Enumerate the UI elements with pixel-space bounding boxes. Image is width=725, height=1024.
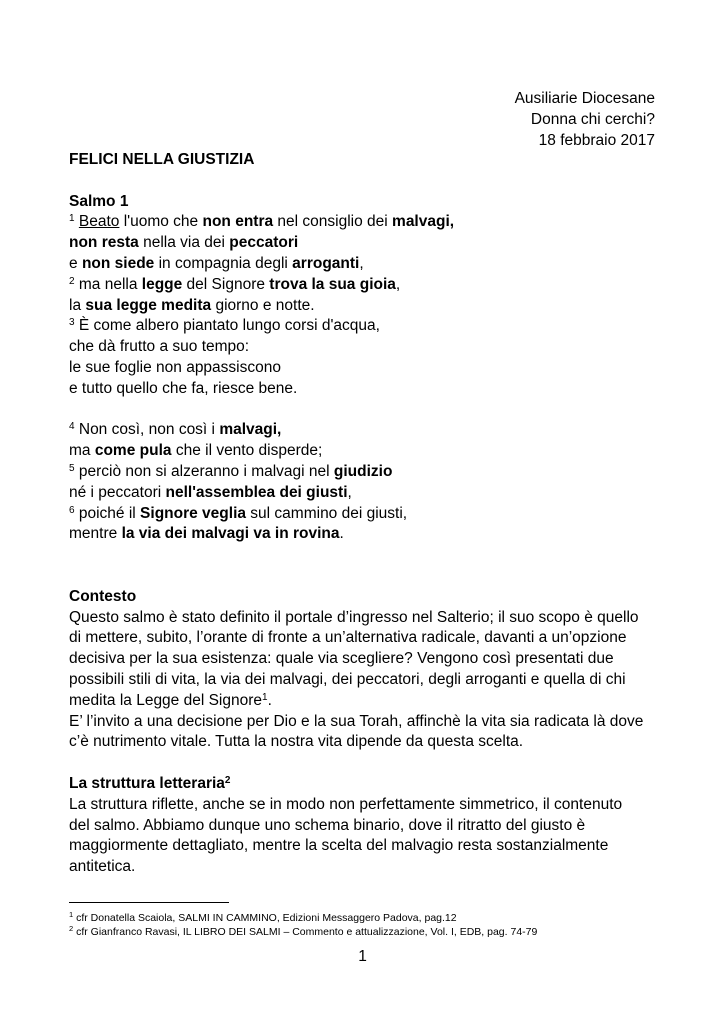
- psalm-line: la sua legge medita giorno e notte.: [69, 296, 315, 314]
- paragraph-line: maggiormente dettagliato, mentre la scelta del malvagio resta sostanzialmente: [69, 837, 609, 855]
- paragraph-line: di mettere, subito, l’orante di fronte a un’alternativa radicale, davanti a un’opzione: [69, 629, 627, 647]
- psalm-line: le sue foglie non appassiscono: [69, 358, 281, 376]
- psalm-line: e tutto quello che fa, riesce bene.: [69, 379, 298, 397]
- psalm-line: $^5$ perciò non si alzeranno i malvagi nel giudizio: [69, 462, 393, 480]
- paragraph-line: possibili stili di vita, la via dei malvagi, dei peccatori, degli arroganti e quella di chi: [69, 670, 626, 688]
- psalm-line: $^3$ È come albero piantato lungo corsi d'acqua,: [69, 317, 380, 335]
- psalm-line: ma come pula che il vento disperde;: [69, 442, 323, 460]
- page-number: 1: [358, 948, 367, 965]
- footnote-divider: [69, 902, 229, 903]
- footnote-ref[interactable]: 2: [224, 774, 231, 786]
- document-title: FELICI NELLA GIUSTIZIA: [69, 151, 255, 168]
- psalm-line: mentre la via dei malvagi va in rovina.: [69, 525, 344, 543]
- header-block: [515, 88, 655, 151]
- psalm-heading: Salmo 1: [69, 192, 129, 210]
- footnotes: [69, 902, 659, 939]
- psalm-line: non resta nella via dei peccatori: [69, 234, 299, 252]
- paragraph-line: decisiva per la sua esistenza: quale via scegliere? Vengono così presentati due: [69, 650, 614, 668]
- psalm-line: e non siede in compagnia degli arroganti,: [69, 254, 364, 272]
- paragraph-line: Questo salmo è stato definito il portale d’ingresso nel Salterio; il suo scopo è quello: [69, 608, 639, 626]
- footnote-ref[interactable]: 1: [262, 691, 268, 703]
- main-content: [69, 150, 659, 878]
- paragraph-line: del salmo. Abbiamo dunque uno schema binario, dove il ritratto del giusto è: [69, 816, 586, 834]
- psalm-line: $^2$ ma nella legge del Signore trova la sua gioia,: [69, 275, 401, 293]
- header-organization: Ausiliarie Diocesane: [514, 90, 655, 107]
- footnote: $^1$ cfr Donatella Scaiola, SALMI IN CAMMINO, Edizioni Messaggero Padova, pag.12: [69, 910, 457, 924]
- psalm-line: $^6$ poiché il Signore veglia sul cammino dei giusti,: [69, 504, 408, 522]
- paragraph-line: E’ l’invito a una decisione per Dio e la sua Torah, affinchè la vita sia radicata là dove: [69, 712, 644, 730]
- header-subtitle: Donna chi cerchi?: [530, 111, 655, 128]
- paragraph-line: antitetica.: [69, 858, 136, 876]
- psalm-line: $^4$ Non così, non così i malvagi,: [69, 421, 282, 439]
- psalm-line: né i peccatori nell'assemblea dei giusti,: [69, 483, 352, 501]
- paragraph-line: medita la Legge del Signore$^1$.: [69, 691, 272, 709]
- header-date: 18 febbraio 2017: [538, 132, 655, 149]
- section-heading-contesto: Contesto: [69, 587, 137, 605]
- paragraph-line: La struttura riflette, anche se in modo non perfettamente simmetrico, il contenuto: [69, 795, 623, 813]
- footnote: $^2$ cfr Gianfranco Ravasi, IL LIBRO DEI SALMI – Commento e attualizzazione, Vol. I, EDB, pag. 74-79: [69, 924, 538, 938]
- section-heading-struttura: La struttura letteraria$^2$: [69, 774, 231, 792]
- psalm-line: che dà frutto a suo tempo:: [69, 338, 250, 356]
- paragraph-line: c’è nutrimento vitale. Tutta la nostra vita dipende da questa scelta.: [69, 733, 524, 751]
- psalm-line: $^1$ Beato l'uomo che non entra nel consiglio dei malvagi,: [69, 213, 455, 231]
